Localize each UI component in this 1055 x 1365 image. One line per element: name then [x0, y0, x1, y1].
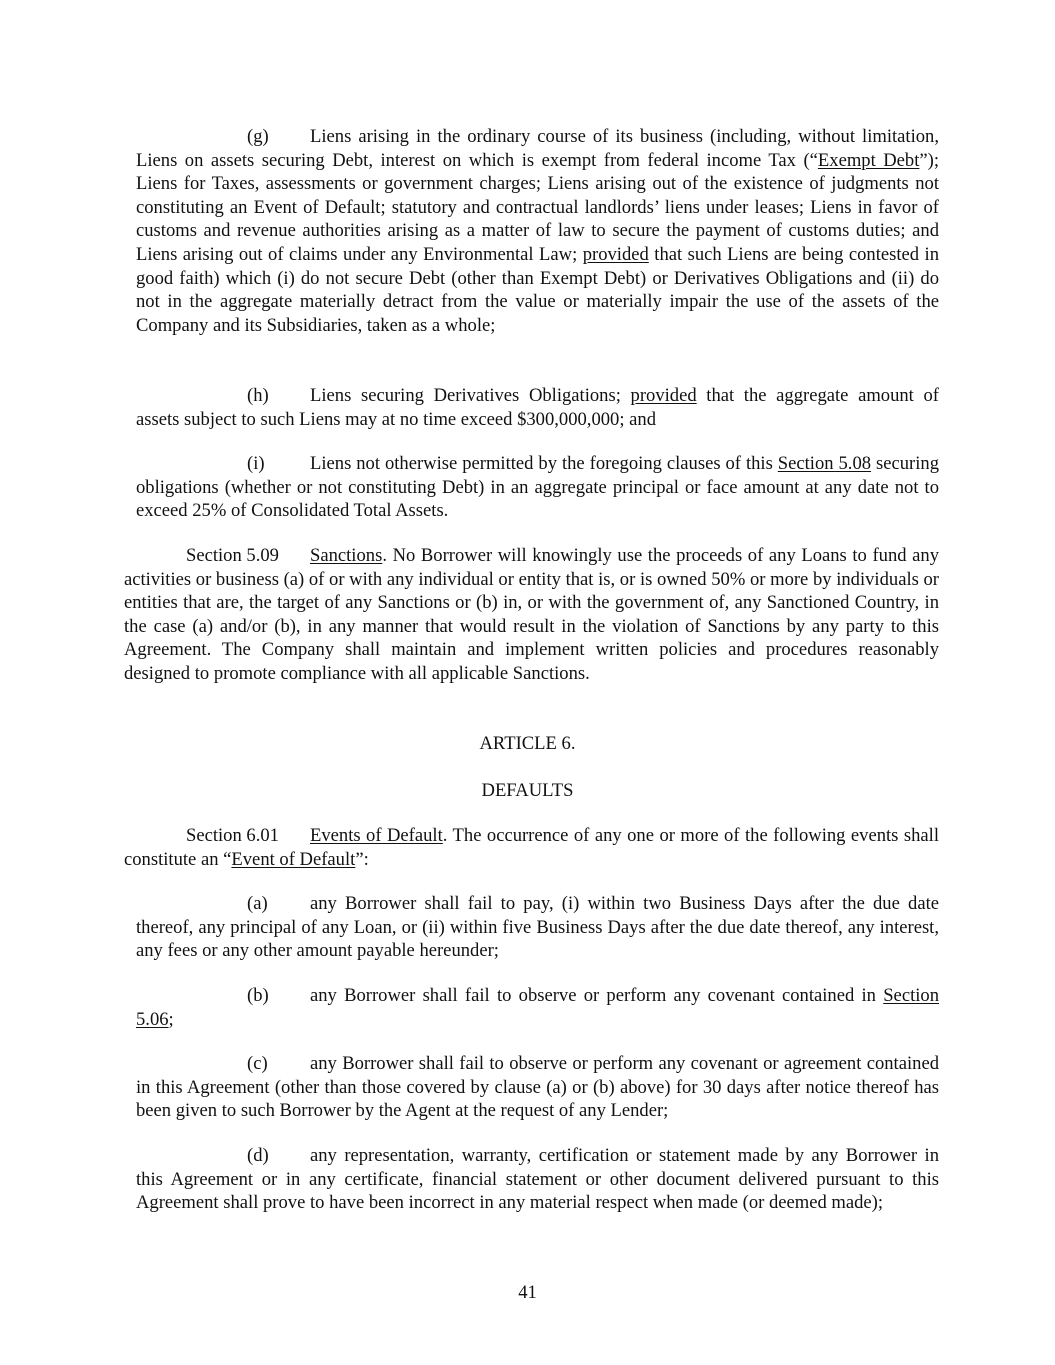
clause-h — [136, 384, 939, 431]
clause-d — [136, 1144, 939, 1215]
section-5-09-paragraph — [124, 544, 939, 686]
clause-label: (g) — [247, 126, 269, 147]
section-reference-5-08: Section 5.08 — [777, 453, 872, 474]
section-title: Sanctions — [310, 545, 383, 566]
clause-text: any Borrower shall fail to observe or perform any covenant or agreement contained in this Agreement (other than those covered by clause (a) or (b) above) for 30 days after notice thereof has been given to such Borrower by the Agent at the request of any Lender; — [136, 1053, 939, 1122]
page-number: 41 — [518, 1282, 537, 1303]
clause-text: Liens securing Derivatives Obligations; — [310, 385, 631, 406]
section-reference-5-06: Section 5.06 — [136, 985, 939, 1030]
section-text: . The occurrence of any one or more of the following events shall constitute an “ — [124, 825, 939, 870]
section-text: ”: — [355, 848, 369, 870]
clause-b — [136, 984, 939, 1031]
defined-term-exempt-debt: Exempt Debt — [817, 149, 920, 171]
section-6-01-paragraph — [124, 824, 939, 871]
clause-text: any representation, warranty, certification or statement made by any Borrower in this Agreement or in any certificate, financial statement or other document delivered pursuant to this Agreement shall prove to have been incorrect in any material respect when made (or deemed made); — [136, 1145, 939, 1214]
section-text: . No Borrower will knowingly use the proceeds of any Loans to fund any activities or business (a) of or with any individual or entity that is, or is owned 50% or more by individuals or entities that are, the target of any Sanctions or (b) in, or with the government of, any Sanctioned Country, in the case (a) and/or (b), in any manner that would result in the violation of Sanctions by any party to this Agreement. The Company shall maintain and implement written policies and procedures reasonably designed to promote compliance with all applicable Sanctions. — [124, 545, 939, 684]
defined-term-event-of-default: Event of Default — [231, 848, 356, 870]
defined-term-provided: provided — [630, 385, 697, 406]
clause-text: Liens arising in the ordinary course of its business (including, without limitation, Liens on assets securing Debt, interest on which is exempt from federal income Tax (“ — [136, 126, 939, 171]
clause-label: (b) — [247, 985, 269, 1006]
clause-g — [136, 125, 939, 337]
clause-text: that such Liens are being contested in good faith) which (i) do not secure Debt (other than Exempt Debt) or Derivatives Obligations and (ii) do not in the aggregate materially detract from the value or materially impair the use of the assets of the Company and its Subsidiaries, taken as a whole; — [136, 243, 939, 336]
section-title: Events of Default — [310, 825, 443, 846]
clause-label: (i) — [247, 453, 265, 474]
clause-text: securing obligations (whether or not constituting Debt) in an aggregate principal or face amount at any date not to exceed 25% of Consolidated Total Assets. — [136, 453, 939, 522]
defined-term-provided: provided — [582, 243, 649, 265]
clause-a — [136, 892, 939, 963]
article-heading: ARTICLE 6. — [479, 733, 576, 754]
article-title: DEFAULTS — [481, 780, 574, 801]
clause-text: Liens not otherwise permitted by the foregoing clauses of this — [310, 453, 778, 474]
clause-text: ”); Liens for Taxes, assessments or government charges; Liens arising out of the existence of judgments not constituting an Event of Default; statutory and contractual landlords’ liens under leases; Liens in favor of customs and revenue authorities arising as a matter of law to secure the payment of customs duties; and Liens arising out of claims under any Environmental Law; — [136, 149, 940, 265]
clause-label: (h) — [247, 385, 269, 406]
clause-text: that the aggregate amount of assets subject to such Liens may at no time exceed $300,000,000; and — [136, 385, 939, 430]
clause-i — [136, 452, 939, 523]
clause-label: (a) — [247, 893, 268, 914]
clause-label: (d) — [247, 1145, 269, 1166]
clause-text: any Borrower shall fail to observe or perform any covenant contained in — [310, 985, 884, 1006]
section-number: Section 6.01 — [186, 825, 279, 846]
clause-text: any Borrower shall fail to pay, (i) within two Business Days after the due date thereof, any principal of any Loan, or (ii) within five Business Days after the due date thereof, any interest, any fees or any other amount payable hereunder; — [136, 893, 939, 962]
clause-c — [136, 1052, 939, 1123]
clause-text: ; — [168, 1008, 174, 1030]
section-number: Section 5.09 — [186, 545, 279, 566]
clause-label: (c) — [247, 1053, 268, 1074]
